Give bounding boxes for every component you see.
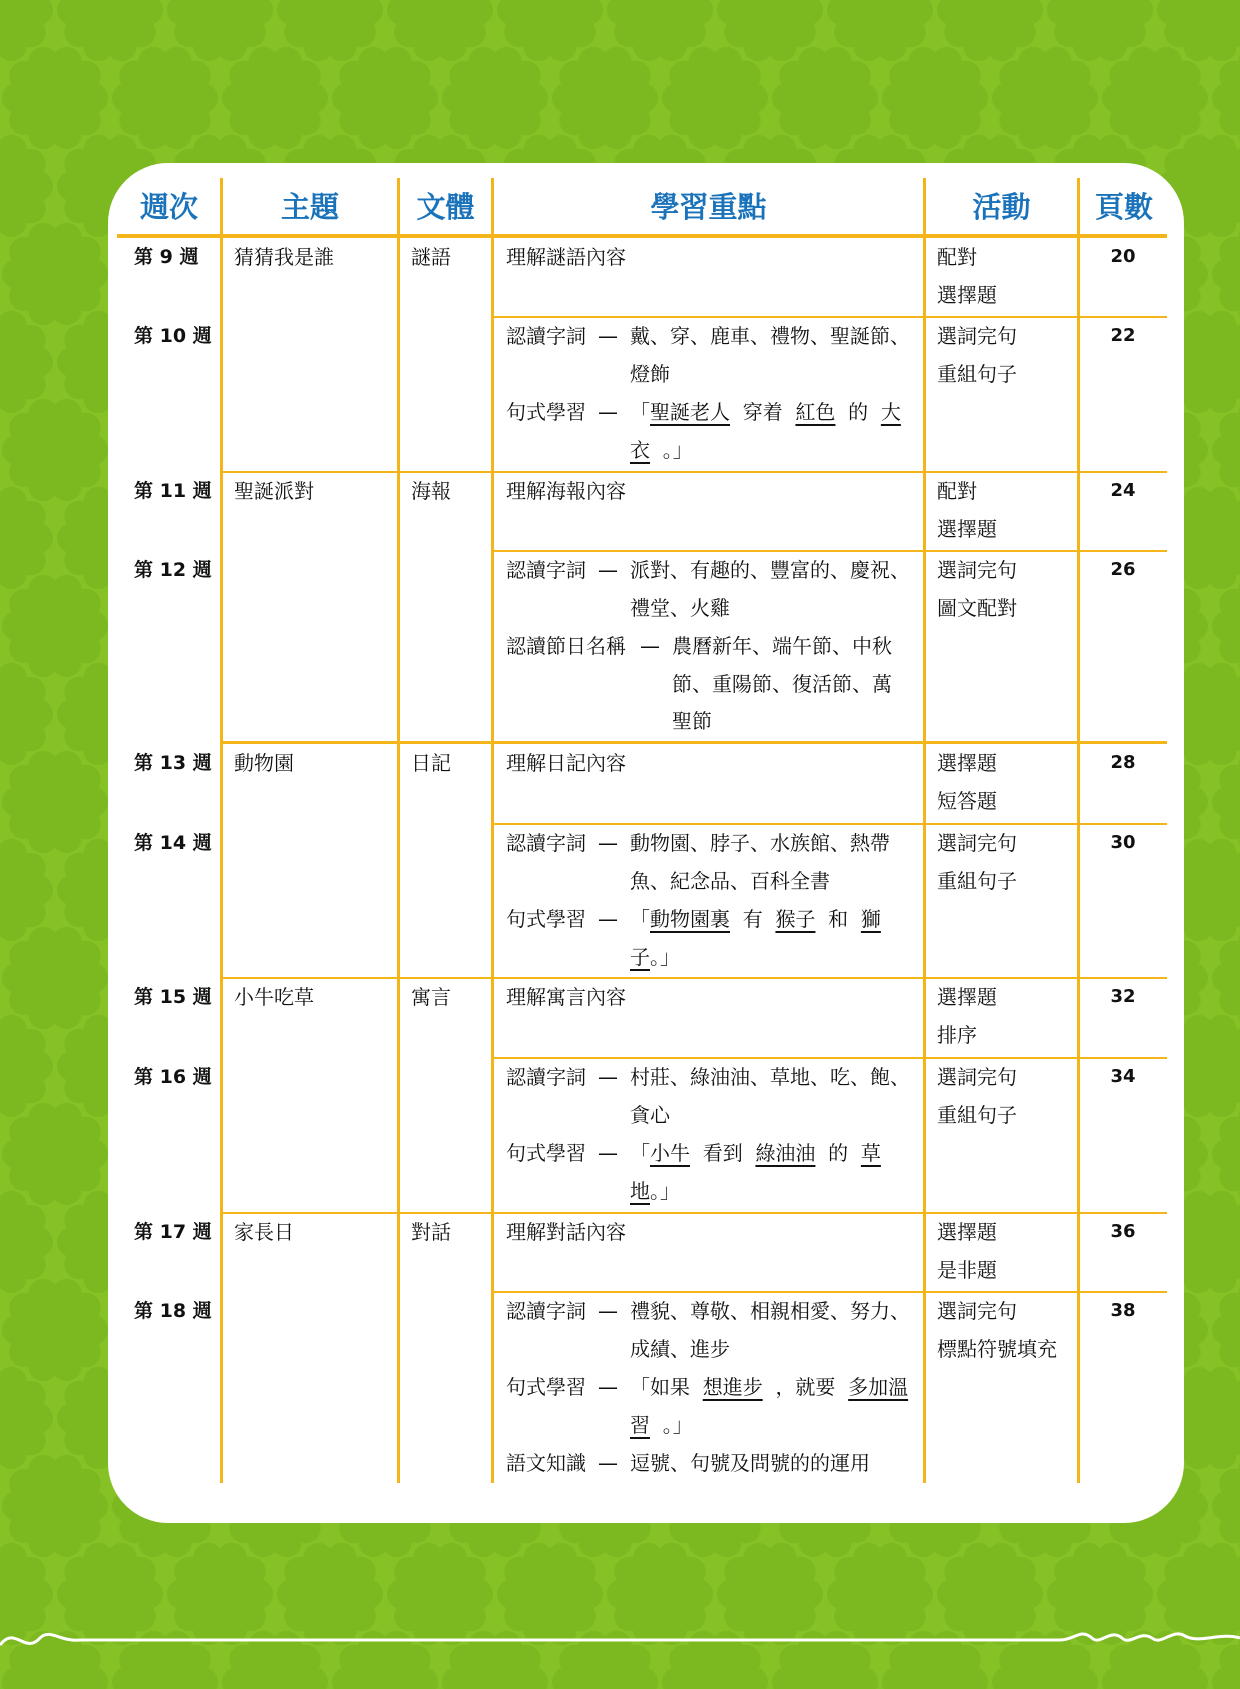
row-rule: [220, 977, 1167, 979]
header-page: 頁數: [1094, 190, 1153, 224]
knowledge-label: 語文知識: [506, 1451, 586, 1475]
activity-text: 重組句子: [937, 362, 1017, 386]
dash: —: [598, 1299, 618, 1323]
sentence-part: 有: [742, 907, 763, 931]
page-number: 24: [1110, 480, 1136, 501]
activity-text: 選擇題: [937, 985, 997, 1009]
activity-text: 選詞完句: [937, 324, 1017, 348]
activity-text: 配對: [937, 245, 977, 269]
footer-squiggle: [0, 1620, 1240, 1689]
festival-text: 聖節: [672, 709, 712, 733]
focus-label: 認讀字詞: [506, 831, 586, 855]
week-label: 第 10 週: [134, 325, 212, 347]
activity-text: 選擇題: [937, 517, 997, 541]
sentence-line: [630, 1134, 881, 1172]
genre-label: 寓言: [411, 985, 451, 1009]
page-number: 34: [1110, 1066, 1136, 1087]
week-label: 第 14 週: [134, 832, 212, 854]
activity-text: 選詞完句: [937, 1065, 1017, 1089]
week-label: 第 13 週: [134, 752, 212, 774]
page-number: 36: [1110, 1221, 1136, 1242]
sentence-part: ，就要: [775, 1375, 836, 1399]
activity-text: 選擇題: [937, 751, 997, 775]
focus-text: 理解海報內容: [506, 479, 626, 503]
focus-text: 禮貌、尊敬、相親相愛、努力、: [630, 1299, 910, 1323]
dash: —: [598, 907, 618, 931]
quote-close: 。」: [662, 438, 693, 462]
focus-text: 理解對話內容: [506, 1220, 626, 1244]
column-rule: [491, 178, 494, 1483]
page-number: 26: [1110, 559, 1136, 580]
focus-label: 認讀字詞: [506, 1299, 586, 1323]
sentence-part: 綠油油: [755, 1141, 816, 1165]
page-number: 38: [1110, 1300, 1136, 1321]
week-label: 第 15 週: [134, 986, 212, 1008]
dash: —: [598, 831, 618, 855]
focus-text: 貪心: [630, 1103, 670, 1127]
sentence-part: 的: [848, 400, 869, 424]
genre-label: 日記: [411, 751, 451, 775]
focus-text: 成績、進步: [630, 1337, 730, 1361]
row-rule: [220, 471, 1167, 473]
week-label: 第 11 週: [134, 480, 212, 502]
week-label: 第 16 週: [134, 1066, 212, 1088]
header-genre: 文體: [416, 190, 475, 224]
sentence-line: [630, 1172, 680, 1210]
genre-label: 海報: [411, 479, 451, 503]
theme-label: 家長日: [234, 1220, 294, 1244]
activity-text: 重組句子: [937, 869, 1017, 893]
dash: —: [598, 558, 618, 582]
sentence-part: 習: [630, 1413, 650, 1437]
row-rule: [220, 741, 1167, 744]
activity-text: 選詞完句: [937, 1299, 1017, 1323]
focus-text: 戴、穿、鹿車、禮物、聖誕節、: [630, 324, 910, 348]
dash: —: [598, 1065, 618, 1089]
sentence-part: 聖誕老人: [650, 400, 730, 424]
focus-label: 認讀字詞: [506, 324, 586, 348]
week-label: 第 12 週: [134, 559, 212, 581]
activity-text: 標點符號填充: [937, 1337, 1057, 1361]
knowledge-text: 逗號、句號及問號的的運用: [630, 1451, 870, 1475]
activity-text: 選詞完句: [937, 831, 1017, 855]
quote-close: 。」: [662, 1413, 693, 1437]
dash: —: [640, 634, 660, 658]
sentence-part: 看到: [702, 1141, 743, 1165]
row-rule: [220, 1212, 1167, 1214]
sentence-part: 地: [630, 1179, 650, 1203]
theme-label: 聖誕派對: [234, 479, 314, 503]
quote-open: 「: [630, 1141, 650, 1165]
sentence-part: 動物園裏: [650, 907, 730, 931]
focus-label: 認讀字詞: [506, 1065, 586, 1089]
activity-text: 選擇題: [937, 1220, 997, 1244]
header-activity: 活動: [972, 190, 1031, 224]
sentence-label: 句式學習: [506, 907, 586, 931]
header-week: 週次: [139, 190, 198, 224]
dash: —: [598, 1141, 618, 1165]
quote-close: 。」: [650, 1179, 680, 1203]
focus-text: 魚、紀念品、百科全書: [630, 869, 830, 893]
quote-open: 「: [630, 907, 650, 931]
header-focus: 學習重點: [650, 190, 767, 224]
quote-close: 。」: [650, 945, 680, 969]
genre-label: 對話: [411, 1220, 451, 1244]
page-number: 22: [1110, 325, 1136, 346]
sentence-line: [630, 938, 680, 976]
sentence-part: 穿着: [742, 400, 783, 424]
sentence-part: 草: [860, 1141, 881, 1165]
column-rule: [1077, 178, 1080, 1483]
dash: —: [598, 1451, 618, 1475]
focus-text: 派對、有趣的、豐富的、慶祝、: [630, 558, 910, 582]
sentence-part: 小牛: [650, 1141, 690, 1165]
activity-text: 是非題: [937, 1258, 997, 1282]
activity-text: 重組句子: [937, 1103, 1017, 1127]
sentence-part: 大: [880, 400, 901, 424]
header-theme: 主題: [280, 190, 339, 224]
focus-text: 理解謎語內容: [506, 245, 626, 269]
sentence-line: [630, 900, 881, 938]
page-number: 32: [1110, 986, 1136, 1007]
festival-text: 節、重陽節、復活節、萬: [672, 672, 892, 696]
sentence-line: [630, 1406, 693, 1444]
activity-text: 短答題: [937, 789, 997, 813]
sentence-part: 子: [630, 945, 650, 969]
dash: —: [598, 324, 618, 348]
festival-text: 農曆新年、端午節、中秋: [672, 634, 892, 658]
column-rule: [923, 178, 926, 1483]
quote-open: 「: [630, 1375, 650, 1399]
activity-text: 排序: [937, 1023, 977, 1047]
week-label: 第 18 週: [134, 1300, 212, 1322]
sentence-part: 多加溫: [848, 1375, 909, 1399]
focus-text: 燈飾: [630, 362, 670, 386]
sentence-part: 如果: [650, 1375, 690, 1399]
focus-text: 動物園、脖子、水族館、熱帶: [630, 831, 890, 855]
theme-label: 動物園: [234, 751, 294, 775]
activity-text: 選擇題: [937, 283, 997, 307]
activity-text: 選詞完句: [937, 558, 1017, 582]
dash: —: [598, 1375, 618, 1399]
sentence-line: [630, 431, 693, 469]
theme-label: 小牛吃草: [234, 985, 314, 1009]
sentence-label: 句式學習: [506, 400, 586, 424]
sentence-part: 的: [828, 1141, 849, 1165]
activity-text: 配對: [937, 479, 977, 503]
sentence-part: 衣: [630, 438, 650, 462]
page-number: 28: [1110, 752, 1136, 773]
quote-open: 「: [630, 400, 650, 424]
activity-text: 圖文配對: [937, 596, 1017, 620]
festival-label: 認讀節日名稱: [506, 634, 626, 658]
focus-text: 理解寓言內容: [506, 985, 626, 1009]
dash: —: [598, 400, 618, 424]
column-rule: [220, 178, 223, 1483]
sentence-part: 紅色: [795, 400, 836, 424]
sentence-line: [630, 1368, 908, 1406]
focus-label: 認讀字詞: [506, 558, 586, 582]
theme-label: 猜猜我是誰: [234, 245, 334, 269]
column-rule: [397, 178, 400, 1483]
sentence-line: [630, 393, 901, 431]
sentence-part: 猴子: [775, 907, 816, 931]
sentence-label: 句式學習: [506, 1141, 586, 1165]
genre-label: 謎語: [411, 245, 451, 269]
week-label: 第 9 週: [134, 246, 199, 268]
focus-text: 禮堂、火雞: [630, 596, 730, 620]
sentence-part: 獅: [860, 907, 881, 931]
week-label: 第 17 週: [134, 1221, 212, 1243]
sentence-label: 句式學習: [506, 1375, 586, 1399]
focus-text: 村莊、綠油油、草地、吃、飽、: [630, 1065, 910, 1089]
sentence-part: 想進步: [702, 1375, 763, 1399]
page-number: 30: [1110, 832, 1136, 853]
sentence-part: 和: [828, 907, 849, 931]
page-number: 20: [1110, 246, 1136, 267]
focus-text: 理解日記內容: [506, 751, 626, 775]
